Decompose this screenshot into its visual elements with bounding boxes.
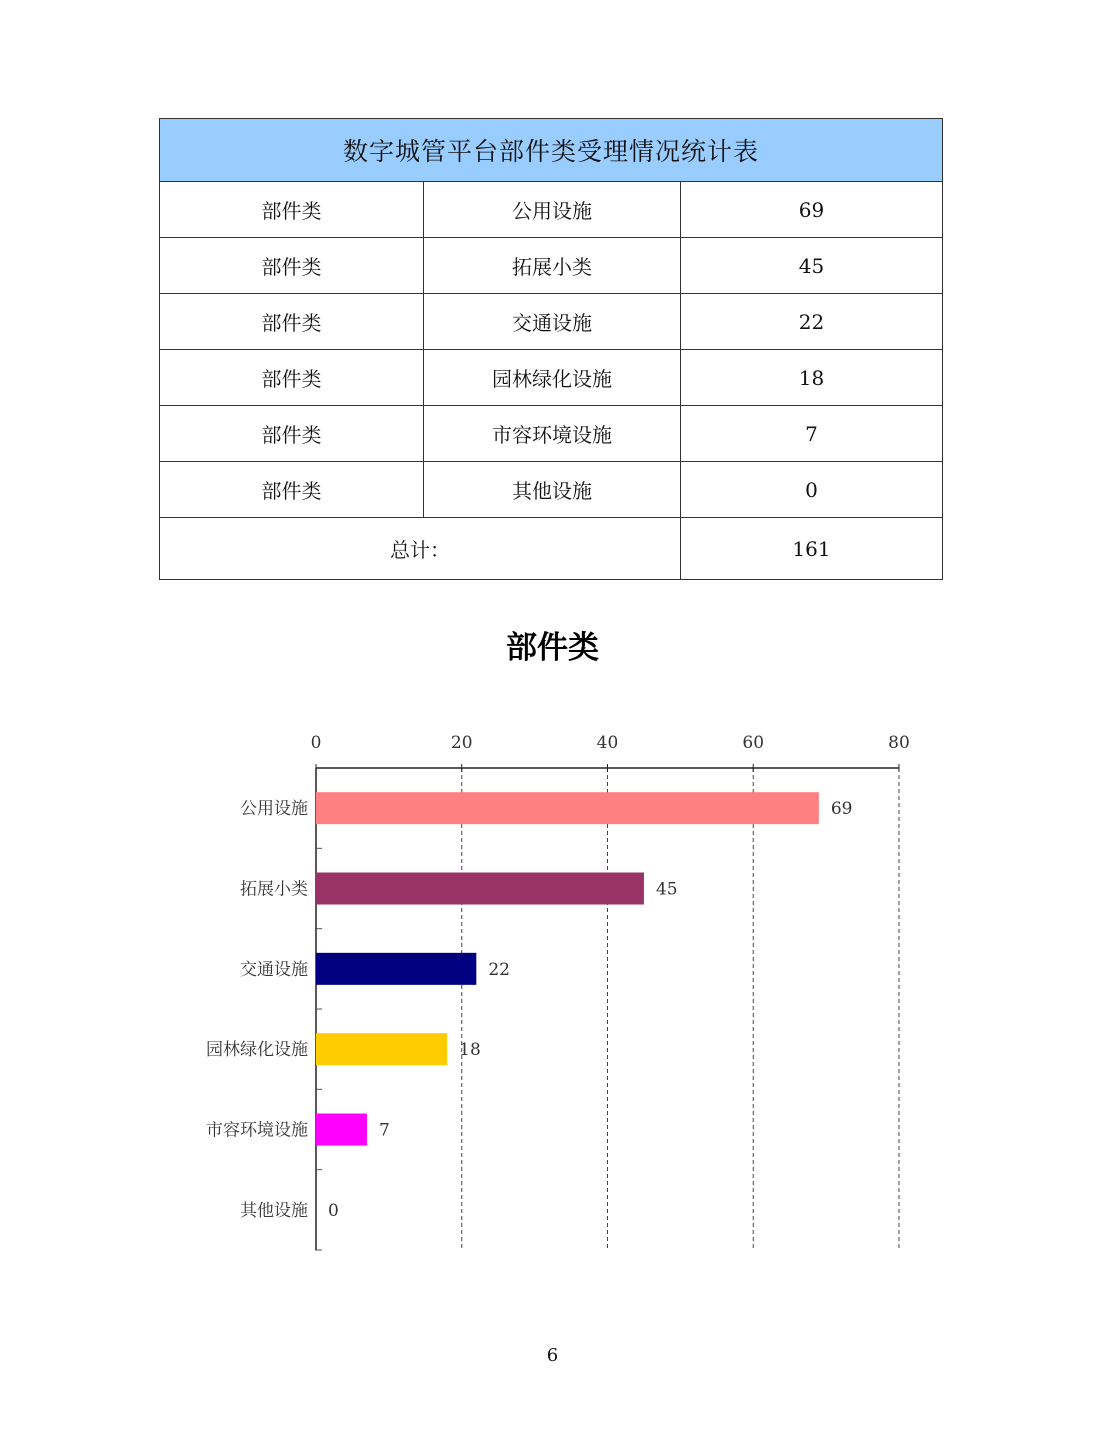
category-cell: 部件类: [160, 294, 424, 350]
x-tick-label: 80: [888, 733, 910, 753]
table-row: [160, 294, 943, 350]
table-row: [160, 238, 943, 294]
total-value: 161: [681, 518, 943, 580]
category-label: 其他设施: [240, 1200, 308, 1221]
count-cell: 7: [681, 406, 943, 462]
count-cell: 69: [681, 182, 943, 238]
total-row: [160, 518, 943, 580]
count-cell: 0: [681, 462, 943, 518]
category-cell: 部件类: [160, 462, 424, 518]
data-label: 0: [328, 1200, 339, 1221]
category-cell: 部件类: [160, 182, 424, 238]
subcategory-cell: 交通设施: [424, 294, 681, 350]
data-label: 18: [459, 1040, 481, 1061]
chart-title: 部件类: [506, 630, 599, 666]
subcategory-cell: 拓展小类: [424, 238, 681, 294]
category-cell: 部件类: [160, 406, 424, 462]
category-label: 交通设施: [240, 959, 308, 980]
stats-table: [159, 118, 943, 580]
x-tick-label: 0: [310, 733, 322, 753]
page-number: 6: [546, 1345, 559, 1366]
subcategory-cell: 市容环境设施: [424, 406, 681, 462]
bar: [316, 873, 644, 905]
category-cell: 部件类: [160, 238, 424, 294]
bar: [316, 1114, 367, 1146]
category-label: 市容环境设施: [206, 1120, 308, 1141]
category-label: 园林绿化设施: [206, 1040, 308, 1061]
subcategory-cell: 公用设施: [424, 182, 681, 238]
count-cell: 18: [681, 350, 943, 406]
table-title: 数字城管平台部件类受理情况统计表: [160, 119, 943, 182]
x-tick-label: 60: [742, 733, 765, 753]
subcategory-cell: 园林绿化设施: [424, 350, 681, 406]
data-label: 45: [655, 879, 678, 900]
data-label: 7: [379, 1120, 390, 1141]
bar-chart: [0, 700, 1105, 1270]
bar: [316, 1033, 447, 1065]
x-tick-label: 40: [596, 733, 619, 753]
count-cell: 22: [681, 294, 943, 350]
table-row: [160, 406, 943, 462]
category-label: 拓展小类: [240, 879, 308, 900]
data-label: 22: [488, 959, 510, 980]
total-label: 总计：: [160, 518, 681, 580]
subcategory-cell: 其他设施: [424, 462, 681, 518]
table-row: [160, 182, 943, 238]
x-tick-label: 20: [450, 733, 473, 753]
category-cell: 部件类: [160, 350, 424, 406]
data-label: 69: [830, 799, 853, 820]
count-cell: 45: [681, 238, 943, 294]
table-row: [160, 350, 943, 406]
bar: [316, 953, 476, 985]
category-label: 公用设施: [240, 799, 308, 820]
bar: [316, 792, 819, 824]
table-row: [160, 462, 943, 518]
